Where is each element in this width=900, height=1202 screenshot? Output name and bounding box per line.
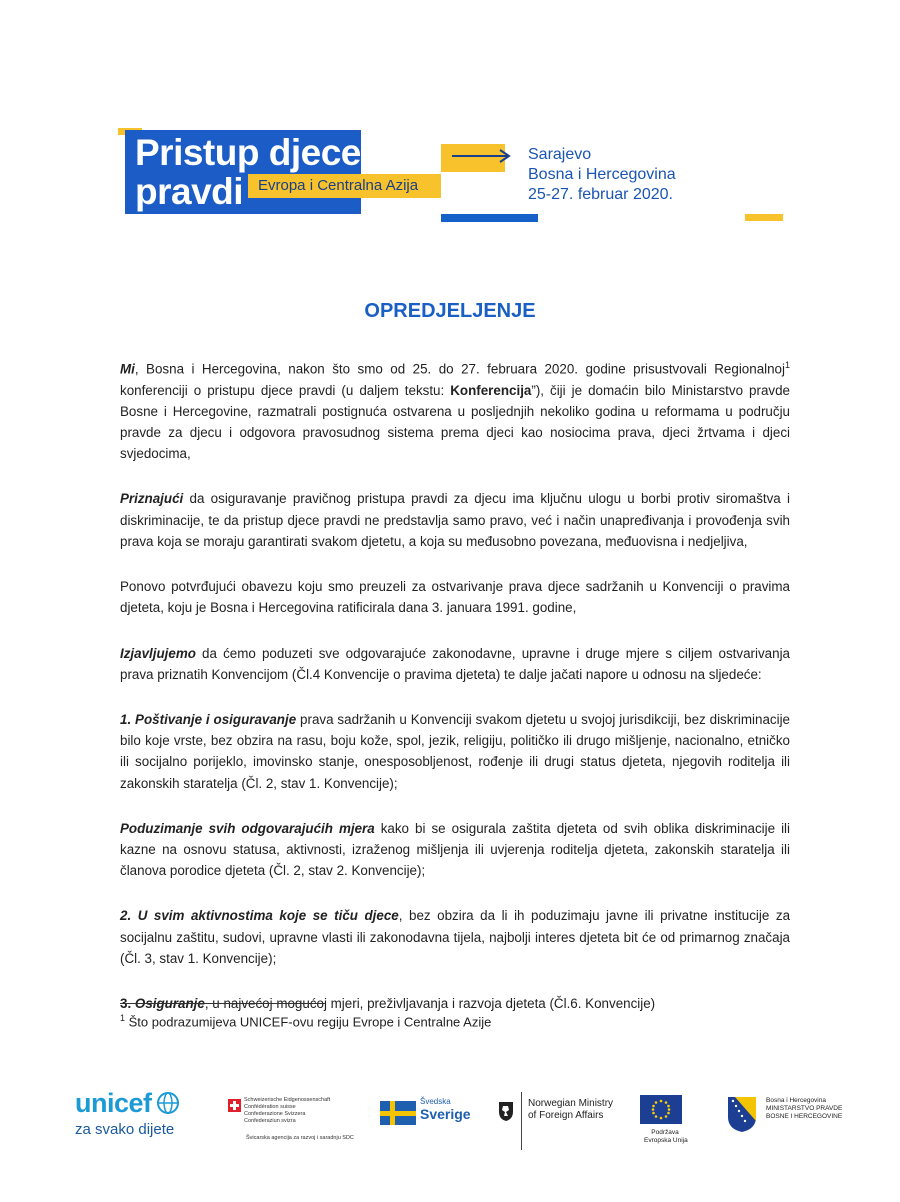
document-heading: OPREDJELJENJE (364, 300, 536, 322)
event-city: Sarajevo (528, 146, 592, 163)
paragraph-8: 3. Osiguranje, u najvećoj mogućoj mjeri, preživljavanja i razvoja djeteta (Čl.6. Konvencije) (120, 995, 656, 1011)
event-dates: 25-27. februar 2020. (528, 186, 673, 203)
conference-title-box (125, 130, 361, 214)
paragraph-5: 1. Poštivanje i osiguravanje prava sadržanih u Konvenciji svakom djetetu u svojoj jurisdikciji, bez diskriminacije bilo koje vrste, bez obzira na rasu, boju kože, spol, jezik, religiju, političko ili drugo mišljenje, nacionalno, etničko ili socijalno porijeklo, imovinsko stanje, onesposobljenost, rođenje ili drugi status djeteta, njegovih roditelja ili zakonskih staratelja (Čl. 2, stav 1. Konvencije); (120, 711, 790, 791)
unicef-tagline: za svako dijete (75, 1121, 175, 1138)
unicef-logo (75, 1088, 180, 1138)
banner-accent-bottom (441, 214, 538, 222)
conference-title-line2: pravdi (135, 171, 244, 212)
paragraph-4: Izjavljujemo da ćemo poduzeti sve odgovarajuće zakonodavne, upravne i druge mjere s ciljem ostvarivanja prava priznatih Konvencijom (Čl.4 Konvencije o pravima djeteta) te dalje jačati napore u odnosu na sljedeće: (120, 645, 790, 682)
paragraph-3: Ponovo potvrđujući obavezu koju smo preuzeli za ostvarivanje prava djece sadržanih u Konvenciji o pravima djeteta, koju je Bosna i Hercegovina ratificirala dana 3. januara 1991. godine, (120, 579, 790, 616)
event-country: Bosna i Hercegovina (528, 166, 676, 183)
lion-crest-icon (496, 1100, 516, 1122)
arrow-right-icon (451, 148, 513, 164)
swiss-flag-icon (228, 1099, 241, 1112)
conference-subtitle: Evropa i Centralna Azija (258, 177, 419, 194)
globe-icon (156, 1091, 180, 1115)
paragraph-2: Priznajući da osiguravanje pravičnog pristupa pravdi za djecu ima ključnu ulogu u borbi protiv siromaštva i diskriminacije, te da pristup djece pravdi ne predstavlja samo pravo, već i način unapređivanja i provođenja svih prava koja se moraju garantirati svakom djetetu, a koja su međusobno povezana, međuovisna i nedjeljiva, (120, 491, 790, 549)
footnote: $^1$ Što podrazumijeva UNICEF-ovu regiju Evrope i Centralne Azije (120, 1013, 492, 1030)
paragraph-1: Mi, Bosna i Hercegovina, nakon što smo od 25. do 27. februara 2020. godine prisustvovali Regionalnoj$^1$ konferenciji o pristupu djece pravdi (u daljem tekstu: Konferencija”), čiji je domaćin bilo Ministarstvo pravde Bosne i Hercegovine, razmatrali postignuća ostvarena u posljednjih nekoliko godina u reformama u području pravde za djecu i odgovora pravosudnog sistema prema djeci kao nosiocima prava, djeci žrtvama i djeci svjedocima, (120, 360, 790, 462)
sweden-flag-icon (380, 1101, 416, 1125)
paragraph-1-lead: Mi (120, 361, 135, 377)
paragraph-6: Poduzimanje svih odgovarajućih mjera kako bi se osigurala zaštita djeteta od svih oblika diskriminacije ili kazne na osnovu statusa, aktivnosti, izraženog mišljenja ili uvjerenja roditelja djeteta, zakonskih staratelja ili članova porodice djeteta (Čl. 2, stav 2. Konvencije); (120, 820, 790, 879)
paragraph-7: 2. U svim aktivnostima koje se tiču djece, bez obzira da li ih poduzimaju javne ili privatne institucije za socijalnu zaštitu, sudovi, upravne vlasti ili zakonodavna tijela, najbolji interes djeteta bit će od primarnog značaja (Čl. 3, stav 1. Konvencije); (120, 908, 791, 966)
banner-accent-right (745, 214, 783, 221)
eu-flag-icon (640, 1095, 682, 1124)
event-location (528, 145, 676, 205)
swiss-agency-name: Švicarska agencija za razvoj i saradnju SDC (246, 1135, 354, 1141)
conference-title-line1: Pristup djece (135, 132, 361, 173)
unicef-wordmark: unicef (75, 1088, 152, 1118)
footnote-ref: 1 (784, 360, 790, 370)
bih-coat-of-arms-icon (726, 1095, 758, 1133)
footnote-divider (120, 1003, 325, 1004)
conference-subtitle-box (248, 174, 441, 198)
document-body (120, 355, 790, 1014)
